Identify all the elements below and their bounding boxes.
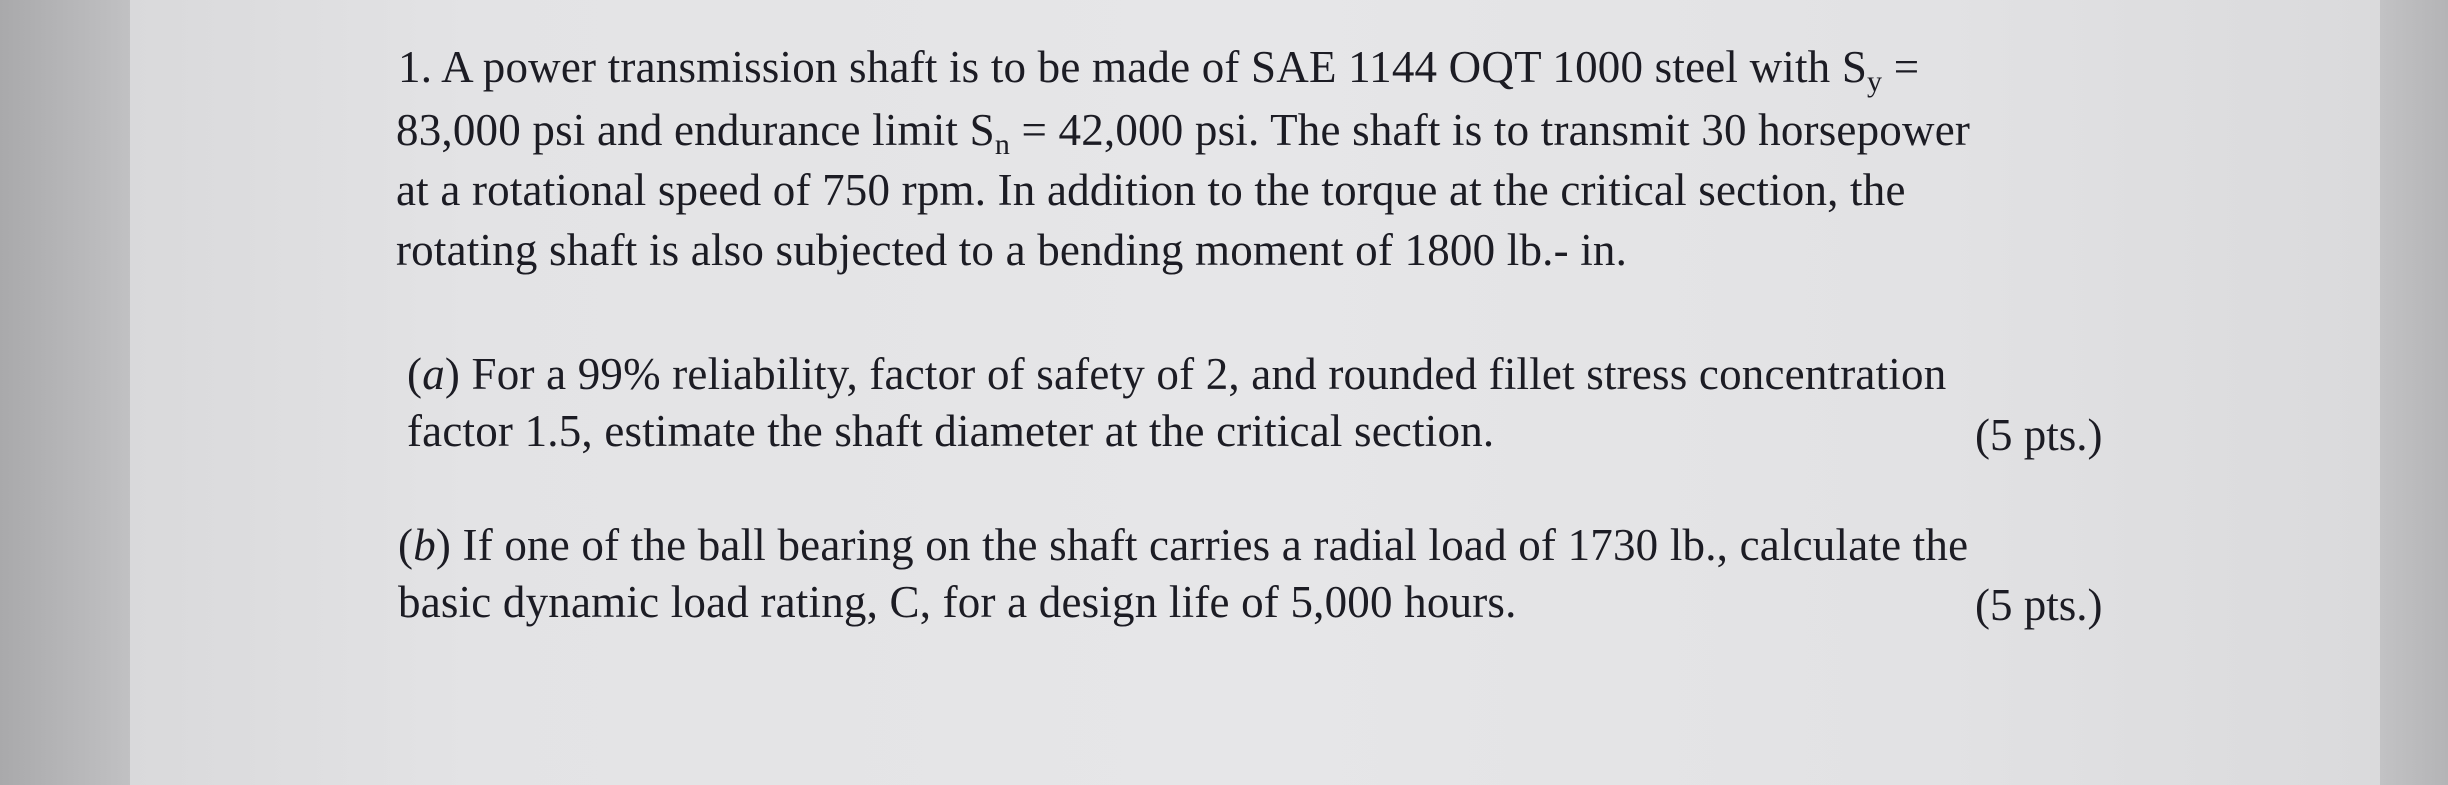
sy-subscript: y [1867,65,1883,98]
sn-subscript: n [994,128,1011,161]
problem-line-4: rotating shaft is also subjected to a bending moment of 1800 lb.- in. [396,225,1628,275]
part-b-points: (5 pts.) [1975,580,2103,630]
part-a-text: ) For a 99% reliability, factor of safety of 2, and rounded fillet stress concentration [444,349,1947,399]
part-a-line-1 [407,347,1946,401]
part-b-line-2: basic dynamic load rating, C, for a design life of 5,000 hours. [398,577,1517,627]
problem-line-3: at a rotational speed of 750 rpm. In addition to the torque at the critical section, the [396,165,1906,215]
part-a-open-paren: ( [407,349,423,399]
part-a-points: (5 pts.) [1975,410,2103,460]
problem-text: = [1882,42,1920,92]
problem-line-2 [396,103,1971,161]
part-a-line-2: factor 1.5, estimate the shaft diameter at the critical section. [407,406,1495,456]
part-a-letter: a [422,349,445,399]
problem-text: 83,000 psi and endurance limit S [396,105,995,155]
problem-text: 1. A power transmission shaft is to be made of SAE 1144 OQT 1000 steel with S [398,42,1868,92]
part-b-text: ) If one of the ball bearing on the shaft carries a radial load of 1730 lb., calculate the [435,520,1969,570]
problem-text: = 42,000 psi. The shaft is to transmit 30 horsepower [1010,105,1971,155]
part-b-letter: b [413,520,436,570]
problem-line-1 [398,40,1920,98]
part-b-line-1 [398,518,1968,572]
part-b-open-paren: ( [398,520,414,570]
screen-bezel [2380,0,2448,785]
